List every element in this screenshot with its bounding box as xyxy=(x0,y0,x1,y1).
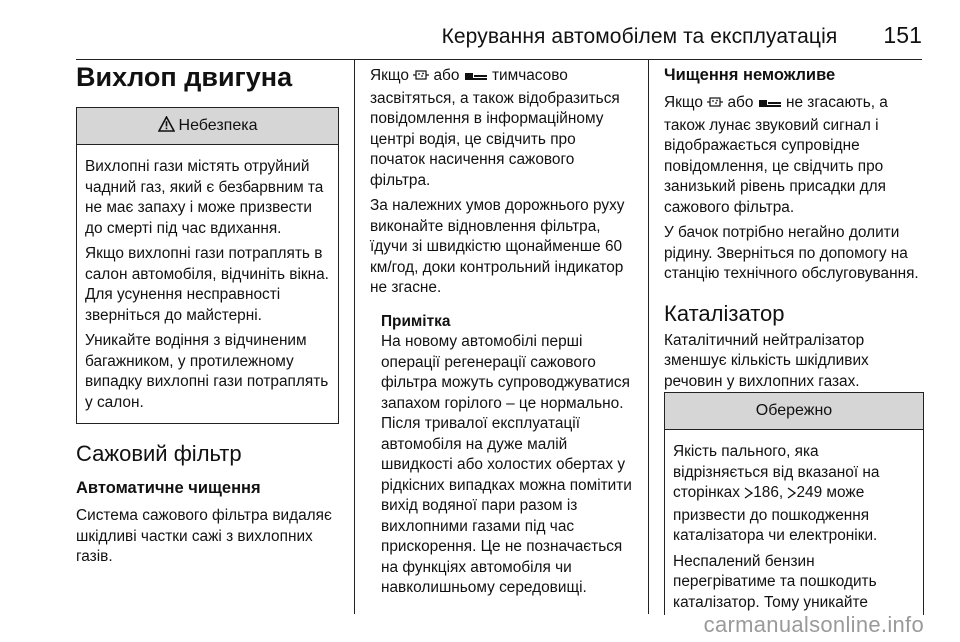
soot-filter-section xyxy=(76,441,346,568)
danger-box-header xyxy=(77,108,338,145)
subsection-title-auto-cleaning: Автоматичне чищення xyxy=(76,479,261,497)
right-column xyxy=(664,66,926,392)
warning-triangle-icon xyxy=(158,116,175,137)
watermark: carmanualsonline.info xyxy=(703,612,924,637)
page-reference[interactable]: 186 xyxy=(753,484,779,501)
section-title-soot-filter: Сажовий фільтр xyxy=(76,441,242,466)
page-reference[interactable]: 249 xyxy=(796,484,823,501)
caution-box xyxy=(664,392,924,615)
page-number: 151 xyxy=(883,22,922,48)
caution-box-header xyxy=(665,393,923,430)
diesel-additive-icon xyxy=(758,95,782,116)
column-divider-1 xyxy=(354,60,355,614)
middle-column xyxy=(370,66,634,599)
diesel-additive-icon xyxy=(464,68,488,89)
column-divider-2 xyxy=(648,60,649,614)
danger-paragraph: Уникайте водіння з відчиненим багажником, у протилежному випадку вихлопні гази потраплять у салон. xyxy=(85,332,329,411)
section-title-catalyst: Каталізатор xyxy=(664,300,785,326)
body-paragraph: Система сажового фільтра видаляє шкідливі частки сажі з вихлопних газів. xyxy=(76,507,332,565)
danger-box xyxy=(76,107,339,424)
body-paragraph: Каталітичний нейтралізатор зменшує кількість шкідливих речовин у вихлопних газах. xyxy=(664,331,869,390)
header-rule xyxy=(76,59,922,60)
danger-paragraph: Якщо вихлопні гази потраплять в салон автомобіля, відчиніть вікна. Для усунення несправності зверніться до майстерні. xyxy=(85,245,329,324)
running-header xyxy=(0,22,922,56)
danger-label: Небезпека xyxy=(178,117,258,134)
body-paragraph: У бачок потрібно негайно долити рідину. Зверніться по допомогу на станцію технічного обслуговування. xyxy=(664,224,919,282)
note-block xyxy=(370,312,634,599)
caution-paragraph: Якість пального, яка відрізняється від вказаної на сторінках 186, 249 може призвести до пошкодження каталізатора чи електроніки. xyxy=(673,443,880,544)
body-paragraph: За належних умов дорожнього руху виконайте відновлення фільтра, їдучи зі швидкістю щонайменше 60 км/год, доки контрольний індикатор не згасне. xyxy=(370,197,625,296)
body-paragraph: Якщо або не згасають, а також лунає звуковий сигнал і відображається супровідне повідомлення, це свідчить про занизький рівень присадки для сажового фільтра. xyxy=(664,94,888,216)
caution-box-body xyxy=(665,430,923,623)
subsection-title-cleaning-impossible: Чищення неможливе xyxy=(664,66,836,84)
page-reference-arrow-icon xyxy=(744,485,753,506)
body-paragraph: Якщо або тимчасово засвітяться, а також відобразиться повідомлення в інформаційному центрі водія, це свідчить про початок насичення сажового фільтра. xyxy=(370,67,620,189)
page-title: Вихлоп двигуна xyxy=(76,62,293,92)
caution-paragraph: Неспалений бензин перегріватиме та пошкодить каталізатор. Тому уникайте xyxy=(673,552,877,611)
caution-label: Обережно xyxy=(755,402,833,419)
note-label: Примітка xyxy=(381,312,451,330)
soot-filter-icon xyxy=(413,68,429,89)
note-text: На новому автомобілі перші операції регенерації сажового фільтра можуть супроводжуватися запахом горілого – це нормально. Після тривалої експлуатації автомобіля на дуже малій швидкості або холостих обертах у рідкісних випадках можна помітити вихід водяної пари разом із вихлопними газами під час прискорення. Це не позначається на функціях автомобіля чи навколишньому середовищі. xyxy=(381,333,632,596)
soot-filter-icon xyxy=(707,95,723,116)
danger-box-body xyxy=(77,145,338,423)
danger-paragraph: Вихлопні гази містять отруйний чадний газ, який є безбарвним та не має запаху і може призвести до смерті під час вдихання. xyxy=(85,158,324,237)
header-title: Керування автомобілем та експлуатація xyxy=(441,25,838,48)
